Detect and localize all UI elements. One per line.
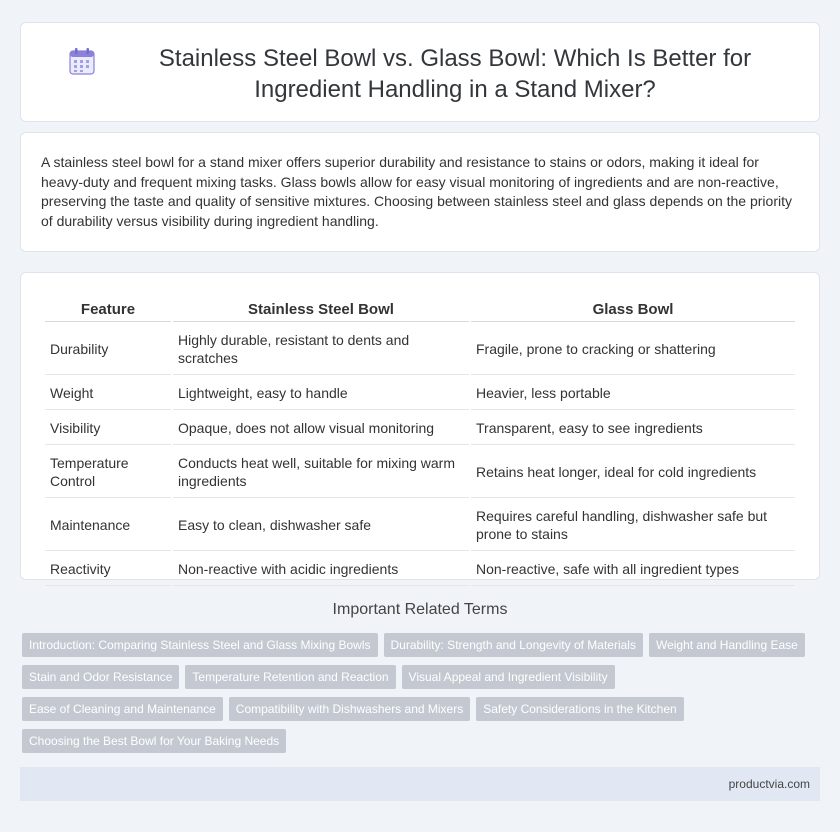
table-header-row <box>45 295 795 322</box>
stainless-cell: Opaque, does not allow visual monitoring <box>173 412 469 445</box>
comparison-card <box>20 272 820 580</box>
related-term-tag[interactable]: Choosing the Best Bowl for Your Baking Needs <box>22 729 286 753</box>
related-term-tag[interactable]: Introduction: Comparing Stainless Steel and Glass Mixing Bowls <box>22 633 378 657</box>
footer <box>20 767 820 801</box>
feature-cell: Weight <box>45 377 171 410</box>
title-card <box>20 22 820 122</box>
glass-cell: Heavier, less portable <box>471 377 795 410</box>
footer-site-link[interactable]: productvia.com <box>728 777 810 791</box>
related-term-tag[interactable]: Compatibility with Dishwashers and Mixers <box>229 697 470 721</box>
feature-cell: Maintenance <box>45 500 171 551</box>
table-row <box>45 553 795 586</box>
feature-cell: Temperature Control <box>45 447 171 498</box>
related-term-tag[interactable]: Ease of Cleaning and Maintenance <box>22 697 223 721</box>
related-terms-list <box>22 633 822 761</box>
feature-cell: Durability <box>45 324 171 375</box>
calendar-icon <box>69 47 95 75</box>
intro-paragraph: A stainless steel bowl for a stand mixer offers superior durability and resistance to stains or odors, making it ideal for heavy-duty and frequent mixing tasks. Glass bowls allow for easy visual monitoring of ingredients and are non-reactive, preserving the taste and quality of sensitive mixtures. Choosing between stainless steel and glass depends on the priority of durability versus visibility during ingredient handling. <box>41 154 792 229</box>
intro-card <box>20 132 820 252</box>
stainless-cell: Non-reactive with acidic ingredients <box>173 553 469 586</box>
table-row <box>45 412 795 445</box>
glass-cell: Retains heat longer, ideal for cold ingredients <box>471 447 795 498</box>
table-row <box>45 377 795 410</box>
glass-cell: Fragile, prone to cracking or shattering <box>471 324 795 375</box>
related-term-tag[interactable]: Durability: Strength and Longevity of Materials <box>384 633 643 657</box>
header-stainless-steel: Stainless Steel Bowl <box>173 295 469 322</box>
table-row <box>45 447 795 498</box>
comparison-table <box>43 293 797 588</box>
glass-cell: Non-reactive, safe with all ingredient types <box>471 553 795 586</box>
table-row <box>45 500 795 551</box>
stainless-cell: Highly durable, resistant to dents and scratches <box>173 324 469 375</box>
related-term-tag[interactable]: Temperature Retention and Reaction <box>185 665 395 689</box>
related-terms-heading: Important Related Terms <box>332 601 508 618</box>
related-term-tag[interactable]: Safety Considerations in the Kitchen <box>476 697 683 721</box>
page-title: Stainless Steel Bowl vs. Glass Bowl: Which Is Better for Ingredient Handling in a Stand Mixer? <box>158 45 752 103</box>
stainless-cell: Lightweight, easy to handle <box>173 377 469 410</box>
header-glass: Glass Bowl <box>471 295 795 322</box>
stainless-cell: Conducts heat well, suitable for mixing warm ingredients <box>173 447 469 498</box>
table-row <box>45 324 795 375</box>
related-term-tag[interactable]: Stain and Odor Resistance <box>22 665 179 689</box>
feature-cell: Reactivity <box>45 553 171 586</box>
stainless-cell: Easy to clean, dishwasher safe <box>173 500 469 551</box>
glass-cell: Requires careful handling, dishwasher safe but prone to stains <box>471 500 795 551</box>
related-term-tag[interactable]: Visual Appeal and Ingredient Visibility <box>402 665 615 689</box>
related-term-tag[interactable]: Weight and Handling Ease <box>649 633 805 657</box>
glass-cell: Transparent, easy to see ingredients <box>471 412 795 445</box>
feature-cell: Visibility <box>45 412 171 445</box>
header-feature: Feature <box>45 295 171 322</box>
